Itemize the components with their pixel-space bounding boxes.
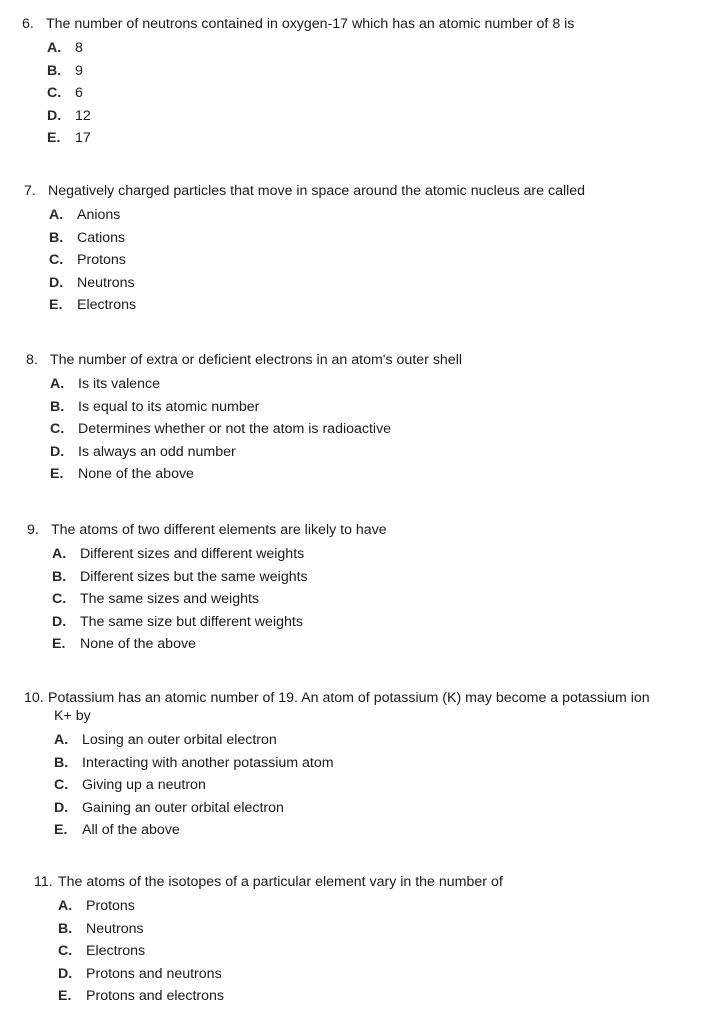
option-text: Protons: [86, 898, 135, 914]
answer-options: [24, 729, 706, 842]
option-text: Determines whether or not the atom is radioactive: [78, 421, 392, 438]
option-c[interactable]: [50, 418, 706, 441]
option-letter: E.: [52, 636, 66, 653]
option-text: Neutrons: [86, 920, 144, 937]
option-letter: C.: [49, 252, 64, 269]
question-stem: [22, 15, 706, 33]
option-text: Neutrons: [77, 274, 135, 291]
option-letter: B.: [58, 920, 73, 937]
option-c[interactable]: [52, 588, 706, 611]
answer-options: [34, 895, 706, 1008]
option-letter: D.: [50, 443, 65, 460]
question-text: The number of extra or deficient electrons in an atom's outer shell: [50, 352, 462, 368]
option-letter: B.: [49, 229, 64, 246]
option-letter: A.: [49, 207, 64, 223]
option-letter: E.: [49, 297, 63, 314]
option-a[interactable]: [58, 895, 706, 918]
option-a[interactable]: [54, 729, 706, 752]
question-stem: [34, 873, 706, 891]
option-letter: D.: [52, 613, 67, 630]
option-letter: C.: [58, 943, 73, 960]
option-text: Is always an odd number: [78, 443, 236, 460]
option-a[interactable]: [49, 204, 706, 227]
option-text: Losing an outer orbital electron: [82, 732, 277, 748]
option-text: Is its valence: [78, 376, 161, 392]
option-text: 6: [75, 85, 83, 102]
option-d[interactable]: [58, 963, 706, 986]
option-text: Is equal to its atomic number: [78, 398, 260, 415]
question-stem: [26, 351, 706, 369]
option-letter: A.: [54, 732, 69, 748]
question-number: 7.: [24, 183, 36, 199]
option-a[interactable]: [50, 373, 706, 396]
option-letter: D.: [58, 965, 73, 982]
option-letter: E.: [47, 130, 61, 147]
question-text: The atoms of the isotopes of a particular element vary in the number of: [58, 874, 503, 890]
question-8: [26, 351, 706, 486]
option-d[interactable]: [47, 105, 706, 128]
option-letter: D.: [54, 799, 69, 816]
option-letter: D.: [49, 274, 64, 291]
option-letter: C.: [54, 777, 69, 794]
option-letter: B.: [54, 754, 69, 771]
option-letter: E.: [54, 822, 68, 839]
option-b[interactable]: [54, 752, 706, 775]
question-text: The atoms of two different elements are likely to have: [51, 522, 387, 538]
option-text: 17: [75, 130, 91, 147]
option-text: The same size but different weights: [80, 613, 303, 630]
option-text: Protons: [77, 252, 126, 269]
question-stem: [27, 521, 706, 539]
option-d[interactable]: [50, 441, 706, 464]
option-text: Protons and neutrons: [86, 965, 222, 982]
option-text: The same sizes and weights: [80, 591, 260, 608]
option-c[interactable]: [47, 82, 706, 105]
question-text: The number of neutrons contained in oxygen-17 which has an atomic number of 8 is: [46, 16, 575, 32]
option-letter: B.: [50, 398, 65, 415]
question-9: [27, 521, 706, 656]
answer-options: [27, 543, 706, 656]
option-d[interactable]: [49, 272, 706, 295]
option-b[interactable]: [49, 227, 706, 250]
option-b[interactable]: [50, 396, 706, 419]
option-c[interactable]: [49, 249, 706, 272]
option-d[interactable]: [54, 797, 706, 820]
option-letter: D.: [47, 107, 62, 124]
option-b[interactable]: [47, 60, 706, 83]
question-number: 6.: [22, 16, 34, 32]
question-text-continued: K+ by: [54, 708, 91, 724]
option-letter: A.: [47, 40, 62, 56]
option-text: 8: [75, 40, 83, 56]
question-stem: [24, 689, 706, 725]
answer-options: [22, 37, 706, 150]
option-letter: C.: [50, 421, 65, 438]
option-a[interactable]: [52, 543, 706, 566]
option-text: Giving up a neutron: [82, 777, 206, 794]
option-text: Electrons: [86, 943, 146, 960]
question-number: 8.: [26, 352, 38, 368]
question-text: Negatively charged particles that move in space around the atomic nucleus are called: [48, 183, 586, 199]
option-text: Electrons: [77, 297, 137, 314]
option-e[interactable]: [52, 633, 706, 656]
option-a[interactable]: [47, 37, 706, 60]
option-text: None of the above: [80, 636, 196, 653]
option-letter: A.: [50, 376, 65, 392]
option-letter: E.: [50, 466, 64, 483]
option-letter: A.: [58, 898, 73, 914]
option-b[interactable]: [58, 918, 706, 941]
option-d[interactable]: [52, 611, 706, 634]
option-c[interactable]: [54, 774, 706, 797]
option-e[interactable]: [47, 127, 706, 150]
option-text: Different sizes but the same weights: [80, 568, 308, 585]
option-c[interactable]: [58, 940, 706, 963]
option-letter: C.: [52, 591, 67, 608]
option-text: None of the above: [78, 466, 194, 483]
option-e[interactable]: [50, 463, 706, 486]
option-text: 12: [75, 107, 91, 124]
option-letter: B.: [52, 568, 67, 585]
option-letter: A.: [52, 546, 67, 562]
option-letter: B.: [47, 62, 62, 79]
question-number: 11.: [34, 874, 53, 890]
option-text: Anions: [77, 207, 121, 223]
question-text: Potassium has an atomic number of 19. An atom of potassium (K) may become a potassium ion: [48, 690, 650, 706]
option-text: Interacting with another potassium atom: [82, 754, 334, 771]
option-letter: E.: [58, 988, 72, 1005]
question-7: [24, 182, 706, 317]
option-text: Different sizes and different weights: [80, 546, 305, 562]
answer-options: [24, 204, 706, 317]
option-text: Gaining an outer orbital electron: [82, 799, 284, 816]
option-letter: C.: [47, 85, 62, 102]
option-e[interactable]: [49, 294, 706, 317]
option-text: All of the above: [82, 822, 180, 839]
option-b[interactable]: [52, 566, 706, 589]
question-number: 9.: [27, 522, 39, 538]
question-10: [24, 689, 706, 842]
option-text: Protons and electrons: [86, 988, 225, 1005]
option-e[interactable]: [54, 819, 706, 842]
question-11: [34, 873, 706, 1008]
question-stem: [24, 182, 706, 200]
option-e[interactable]: [58, 985, 706, 1008]
option-text: 9: [75, 62, 83, 79]
answer-options: [26, 373, 706, 486]
option-text: Cations: [77, 229, 126, 246]
question-6: [22, 15, 706, 150]
question-number: 10.: [24, 690, 44, 706]
